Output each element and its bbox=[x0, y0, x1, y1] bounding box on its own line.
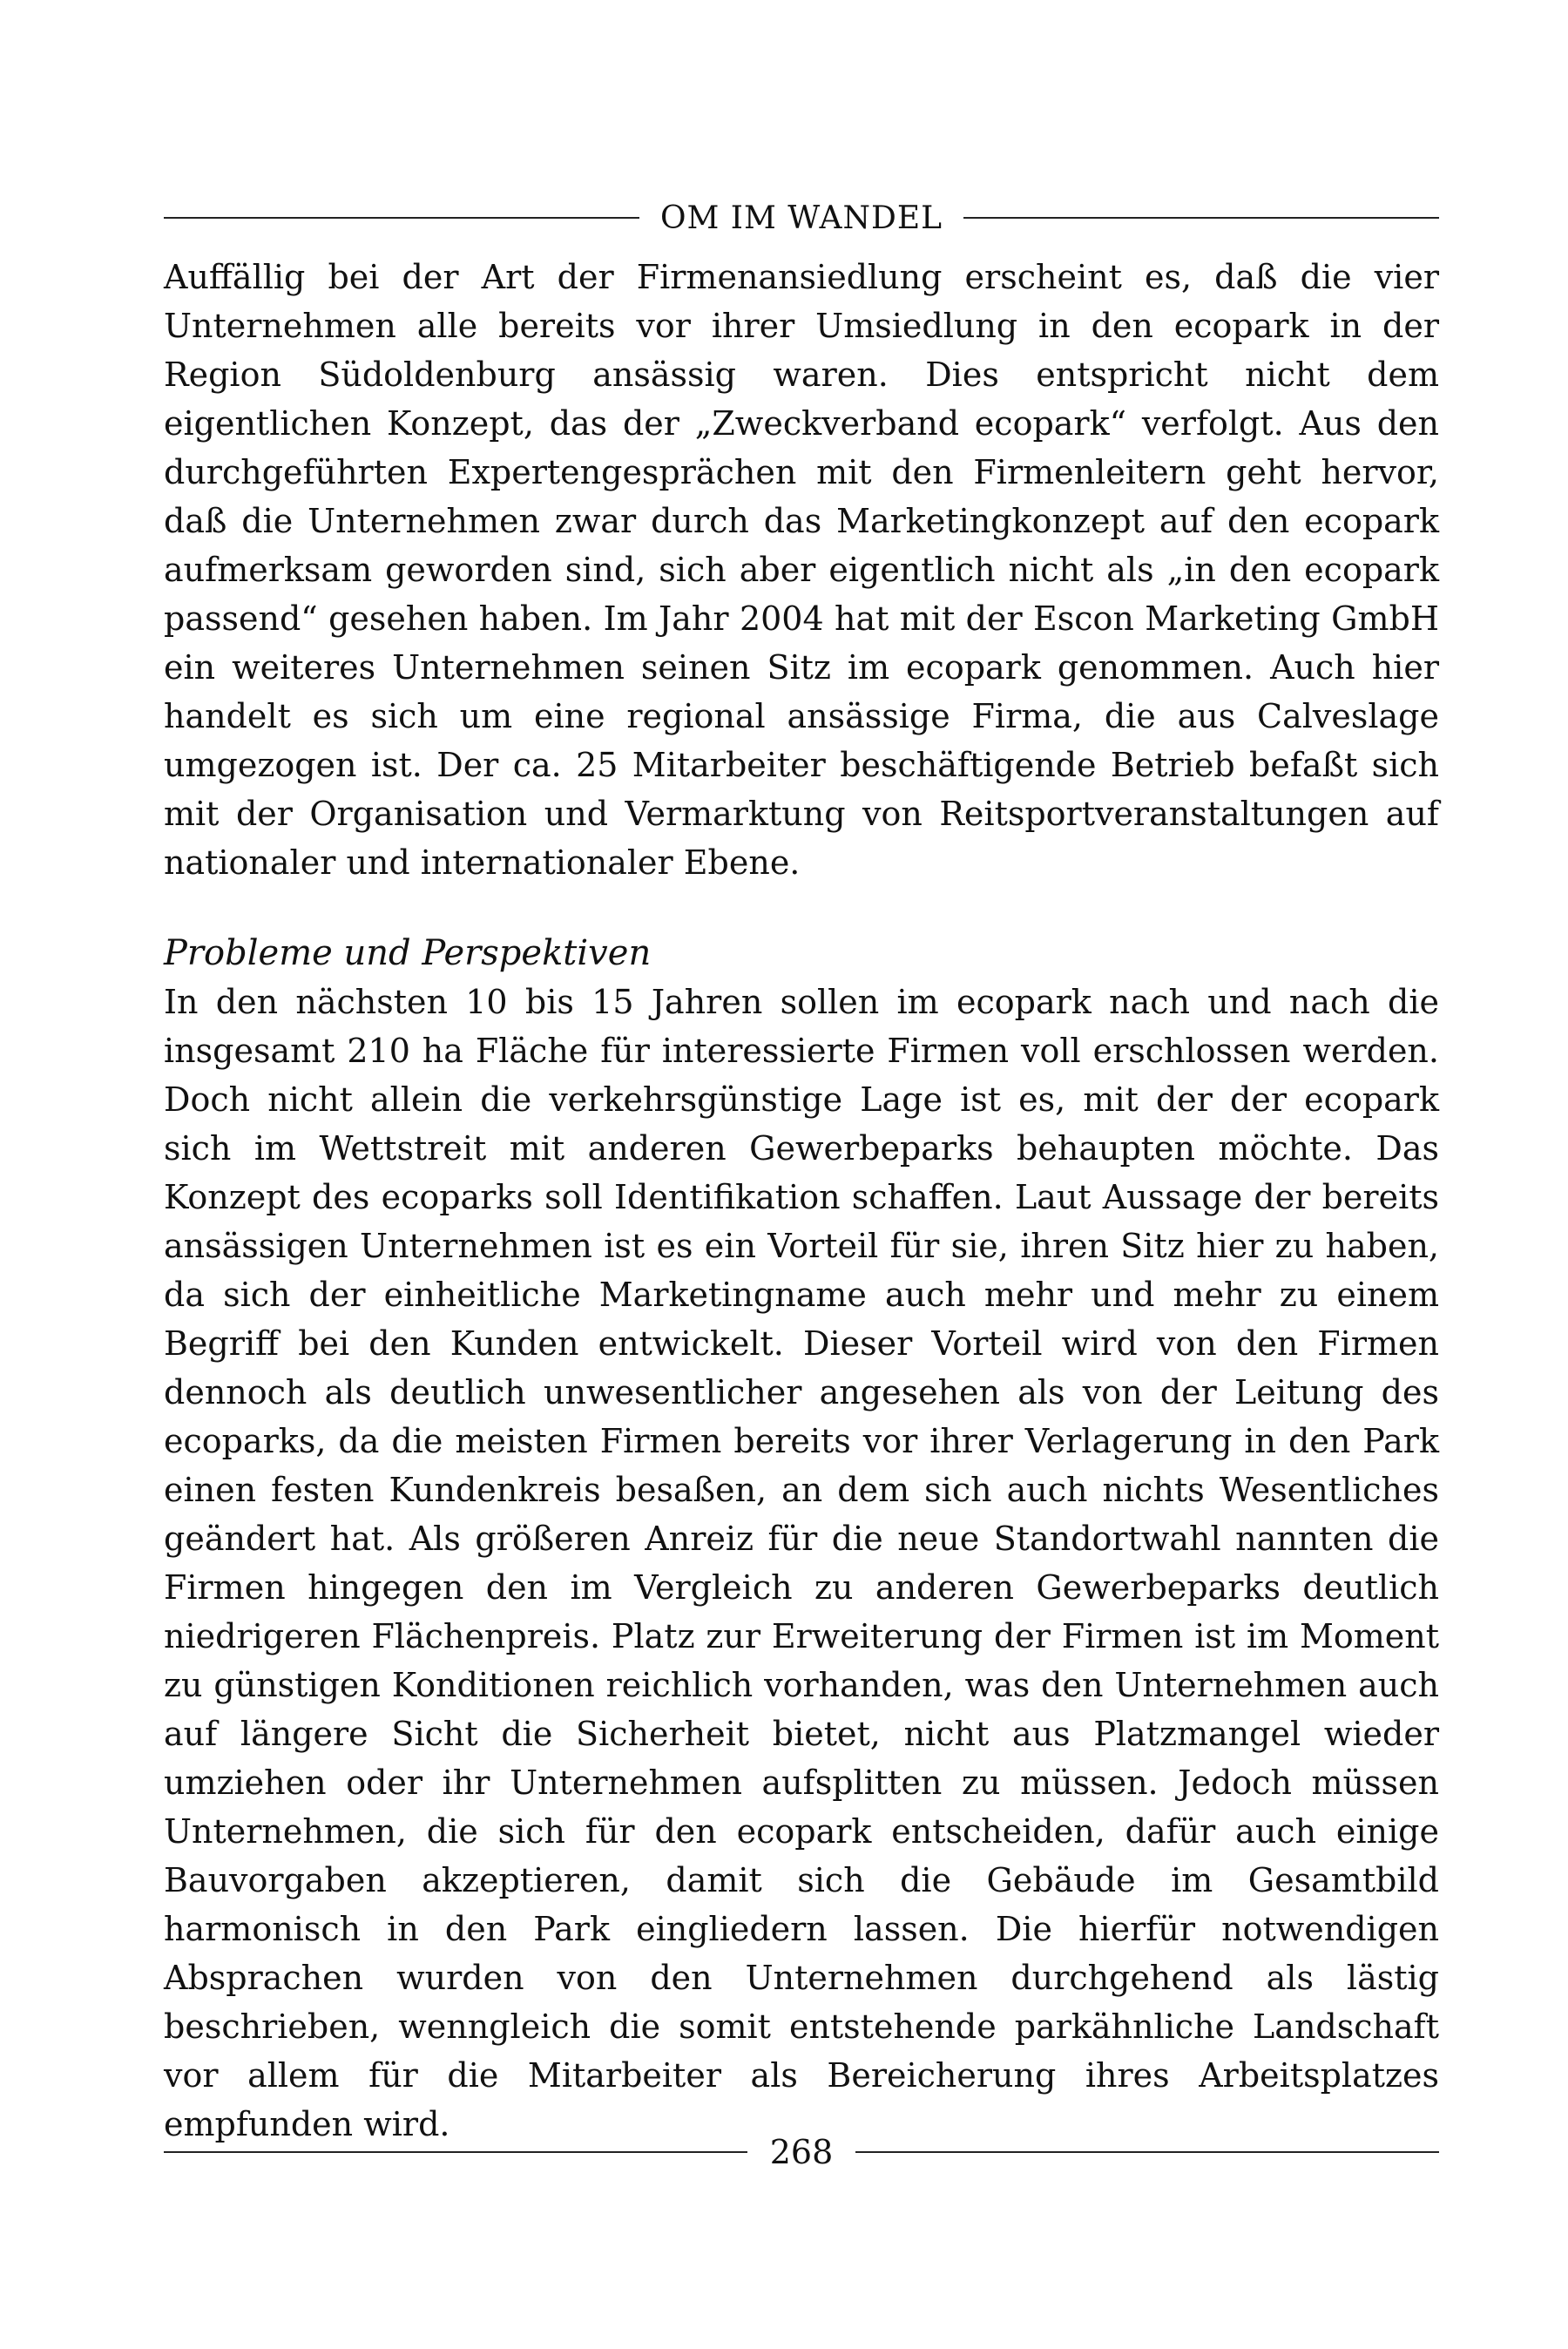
header-rule-left bbox=[164, 217, 639, 219]
footer-rule-left bbox=[164, 2151, 747, 2153]
running-header bbox=[164, 192, 1439, 244]
page-number: 268 bbox=[769, 2133, 834, 2171]
section-heading: Probleme und Perspektiven bbox=[164, 933, 652, 973]
page-footer bbox=[164, 2126, 1439, 2178]
header-rule-right bbox=[963, 217, 1439, 219]
page-body bbox=[164, 253, 1439, 2149]
paragraph-firmenansiedlung: Auffällig bei der Art der Firmenansiedlung erscheint es, daß die vier Unternehmen alle bereits vor ihrer Umsiedlung in den ecopark in der Region Südoldenburg ansässig waren. Dies entspricht nicht dem eigentlichen Konzept, das der „Zweckverband ecopark“ verfolgt. Aus den durchgeführten Expertengesprächen mit den Firmenleitern geht hervor, daß die Unternehmen zwar durch das Marketingkonzept auf den ecopark aufmerksam geworden sind, sich aber eigentlich nicht als „in den ecopark passend“ gesehen haben. Im Jahr 2004 hat mit der Escon Marketing GmbH ein weiteres Unternehmen seinen Sitz im ecopark genommen. Auch hier handelt es sich um eine regional ansässige Firma, die aus Calveslage umgezogen ist. Der ca. 25 Mitarbeiter beschäftigende Betrieb befaßt sich mit der Organisation und Vermarktung von Reitsportveranstaltungen auf nationaler und internationaler Ebene. bbox=[164, 258, 1439, 882]
running-head-title: OM IM WANDEL bbox=[659, 200, 943, 236]
footer-rule-right bbox=[855, 2151, 1439, 2153]
paragraph-probleme-perspektiven: In den nächsten 10 bis 15 Jahren sollen im ecopark nach und nach die insgesamt 210 ha Fläche für interessierte Firmen voll erschlossen werden. Doch nicht allein die verkehrsgünstige Lage ist es, mit der der ecopark sich im Wettstreit mit anderen Gewerbeparks behaupten möchte. Das Konzept des ecoparks soll Identifikation schaffen. Laut Aussage der bereits ansässigen Unternehmen ist es ein Vorteil für sie, ihren Sitz hier zu haben, da sich der einheitliche Marketingname auch mehr und mehr zu einem Begriff bei den Kunden entwickelt. Dieser Vorteil wird von den Firmen dennoch als deutlich unwesentlicher angesehen als von der Leitung des ecoparks, da die meisten Firmen bereits vor ihrer Verlagerung in den Park einen festen Kundenkreis besaßen, an dem sich auch nichts Wesentliches geändert hat. Als größeren Anreiz für die neue Standortwahl nannten die Firmen hingegen den im Vergleich zu anderen Gewerbeparks deutlich niedrigeren Flächenpreis. Platz zur Erweiterung der Firmen ist im Moment zu günstigen Konditionen reichlich vorhanden, was den Unternehmen auch auf längere Sicht die Sicherheit bietet, nicht aus Platzmangel wieder umziehen oder ihr Unternehmen aufsplitten zu müssen. Jedoch müssen Unternehmen, die sich für den ecopark entscheiden, dafür auch einige Bauvorgaben akzeptieren, damit sich die Gebäude im Gesamtbild harmonisch in den Park eingliedern lassen. Die hierfür notwendigen Absprachen wurden von den Unternehmen durchgehend als lästig beschrieben, wenngleich die somit entstehende parkähnliche Landschaft vor allem für die Mitarbeiter als Bereicherung ihres Arbeitsplatzes empfunden wird. bbox=[164, 983, 1439, 2143]
